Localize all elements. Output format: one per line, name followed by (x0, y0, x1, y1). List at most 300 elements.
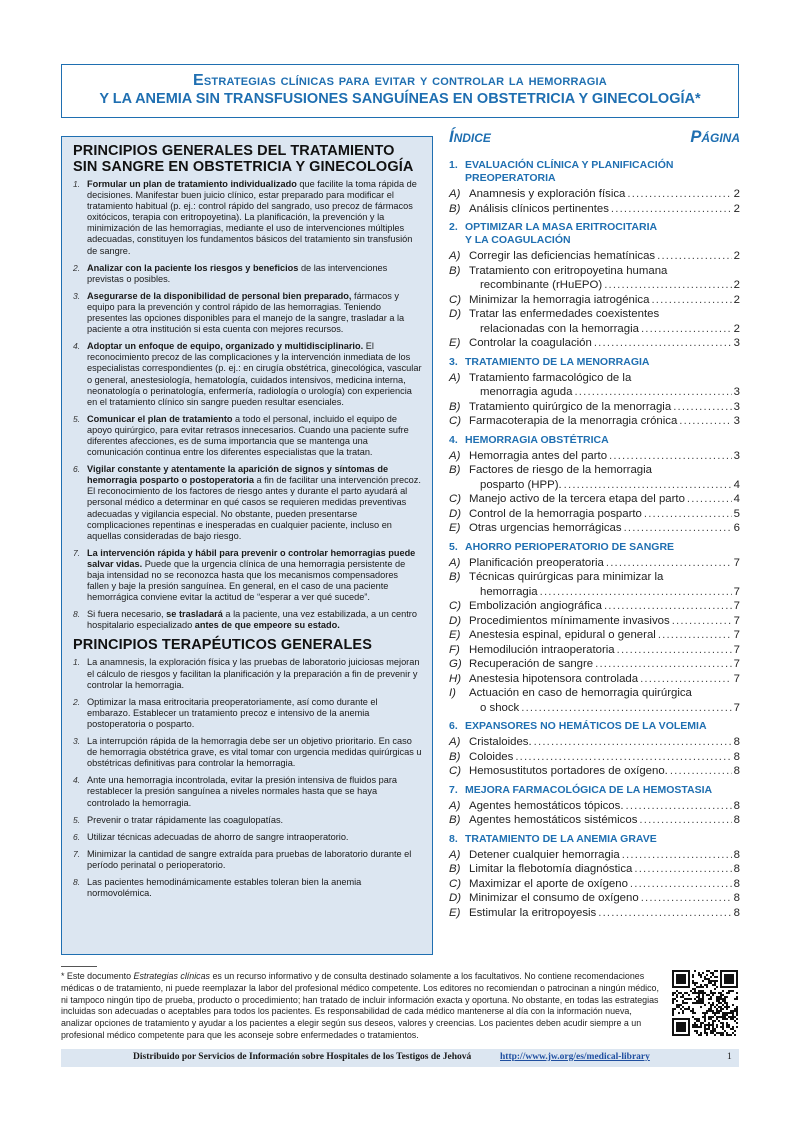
index-entry[interactable] (449, 735, 740, 750)
document-title (61, 64, 739, 118)
leader-dots (626, 799, 732, 814)
entry-letter: E) (449, 629, 461, 641)
index-entry[interactable] (449, 672, 740, 687)
title-line-1: Estrategias clínicas para evitar y controlar la hemorragia (193, 72, 607, 89)
entry-text-line: Factores de riesgo de la hemorragia (469, 464, 652, 476)
entry-text: Hemodilución intraoperatoria (469, 643, 615, 656)
entry-row (469, 750, 740, 765)
entry-row (469, 862, 740, 877)
entry-page: 6 (733, 522, 740, 534)
entry-page: 2 (733, 202, 740, 215)
entry-text: Recuperación de sangre (469, 658, 594, 670)
index-section (449, 784, 740, 828)
entry-page: 2 (733, 322, 740, 335)
index-entry[interactable] (449, 764, 740, 779)
entry-page: 8 (733, 892, 740, 904)
therapeutic-item (73, 775, 422, 808)
item-text: Las pacientes hemodinámicamente estables toleran bien la anemia normovolémica. (87, 876, 362, 899)
entry-letter: A) (449, 736, 461, 748)
section-number: 7. (449, 783, 458, 796)
item-bold-text: se trasladará (166, 609, 223, 620)
section-title-line: MEJORA FARMACOLÓGICA DE LA HEMOSTASIA (465, 783, 713, 796)
entry-text: Control de la hemorragia posparto (469, 507, 642, 520)
item-text: La anamnesis, la exploración física y las pruebas de laboratorio juiciosas mejoran el cálculo de riesgos y facilitan la planificación y la preparación a fin de prevenir y controlar la hemorragia. (87, 657, 420, 690)
entry-row (469, 877, 740, 892)
entry-row (469, 848, 740, 863)
footnote (61, 971, 661, 1042)
entry-text: Anestesia hipotensora controlada (469, 672, 639, 685)
entry-letter: A) (449, 371, 461, 384)
item-number: 8. (73, 609, 81, 620)
entry-text: Procedimientos mínimamente invasivos (469, 614, 670, 627)
leader-dots (687, 492, 732, 507)
leader-dots (594, 336, 732, 351)
entry-row (469, 643, 740, 658)
therapeutic-item (73, 815, 422, 826)
leader-dots (627, 187, 731, 202)
footnote-divider (61, 966, 97, 967)
footnote-body: es un recurso informativo y de consulta destinado solamente a los facultativos. No contiene recomendaciones médicas o de tratamiento, ni puede reemplazar la labor del profesional médico competente. Los editores no recomiendan o patrocinan a ningún médico, ni tampoco ningún tipo de prueba, producto o procedimiento; han tratado de incluir información exacta y oportuna. No obstante, en todas las estrategias incluidas son adecuadas o aceptables para todos los pacientes. Es responsabilidad de cada médico mantenerse al día con la información nueva, analizar opciones de tratamiento y ayudar a los pacientes a elegir según sus deseos, valores y creencias. Los pacientes deben acudir siempre a un profesional médico competente para que les aconseje sobre enfermedades o tratamientos. (61, 971, 659, 1040)
item-text: de las intervenciones previstas o posibles. (87, 262, 388, 284)
principle-item (73, 464, 422, 542)
entry-page: 2 (733, 279, 740, 291)
entry-letter: A) (449, 250, 461, 262)
principles-list (73, 179, 422, 631)
entry-text: relacionadas con la hemorragia (480, 322, 639, 335)
leader-dots (651, 293, 731, 308)
leader-dots (673, 400, 731, 415)
entry-letter: D) (449, 507, 462, 520)
item-text: Utilizar técnicas adecuadas de ahorro de sangre intraoperatorio. (87, 831, 349, 842)
entry-letter: G) (449, 658, 462, 670)
entry-letter: D) (449, 892, 462, 904)
index-entry[interactable] (449, 249, 740, 264)
title-line-2: Y LA ANEMIA SIN TRANSFUSIONES SANGUÍNEAS EN OBSTETRICIA Y GINECOLOGÍA* (99, 91, 701, 107)
leader-dots (574, 385, 731, 400)
entry-text: Manejo activo de la tercera etapa del parto (469, 493, 685, 505)
entry-page: 8 (733, 799, 740, 812)
entry-text-line: Técnicas quirúrgicas para minimizar la (469, 571, 664, 583)
leader-dots (515, 750, 731, 765)
item-bold-text: Vigilar constante y atentamente la aparición de signos y síntomas de hemorragia posparto o postoperatoria (87, 464, 389, 486)
entry-text: Detener cualquier hemorragia (469, 848, 620, 861)
leader-dots (622, 848, 732, 863)
leader-dots (534, 735, 732, 750)
leader-dots (670, 764, 732, 779)
entry-row (469, 799, 740, 814)
entry-text: Análisis clínicos pertinentes (469, 202, 609, 215)
section-items (449, 799, 740, 828)
section-title-text (465, 541, 674, 554)
index-entry[interactable] (449, 906, 740, 921)
index-entry[interactable] (449, 414, 740, 429)
entry-page: 4 (733, 493, 740, 505)
index-entry[interactable] (449, 877, 740, 892)
item-text: Prevenir o tratar rápidamente las coagulopatías. (87, 814, 284, 825)
index-entry[interactable] (449, 556, 740, 571)
index-entry[interactable] (449, 336, 740, 351)
section-items (449, 371, 740, 429)
leader-dots (598, 906, 731, 921)
item-number: 7. (73, 848, 81, 859)
entry-page: 3 (733, 337, 740, 349)
item-bold-text: Analizar con la paciente los riesgos y beneficios (87, 262, 299, 273)
entry-page: 7 (733, 643, 740, 656)
entry-letter: A) (449, 556, 461, 569)
leader-dots (604, 278, 731, 293)
entry-letter: E) (449, 522, 461, 534)
entry-text: Farmacoterapia de la menorragia crónica (469, 415, 678, 427)
entry-text: Estimular la eritropoyesis (469, 906, 597, 919)
item-text: Ante una hemorragia incontrolada, evitar la presión intensiva de fluidos para restablecer la presión sanguínea a niveles normales hasta que se haya controlado la hemorragia. (87, 775, 398, 808)
item-bold-text: La intervención rápida y hábil para prevenir o controlar hemorragias puede salvar vidas. (87, 547, 416, 569)
index-section (449, 221, 740, 351)
index-entry[interactable] (449, 643, 740, 658)
entry-letter: I) (449, 687, 456, 699)
entry-page: 7 (733, 701, 740, 714)
section-title (449, 434, 740, 447)
entry-letter: F) (449, 643, 460, 656)
therapeutic-item (73, 832, 422, 843)
item-number: 6. (73, 831, 81, 842)
leader-dots (641, 322, 732, 337)
entry-page: 2 (733, 293, 740, 306)
therapeutic-list (73, 657, 422, 899)
entry-page: 8 (733, 848, 740, 861)
entry-text: Agentes hemostáticos tópicos. (469, 799, 624, 812)
entry-text: posparto (HPP). (480, 478, 562, 491)
item-text: que facilite la toma rápida de decisiones. Manifestar buen juicio clínico, estar preparado para modificar el tratamiento habitual (p. ej.: control rápido del sangrado, uso precoz de fármacos oxitócicos, terapia con eritropoyetina). La planificación, la prevención y la minimización de las hemorragias, mediante el uso de intervenciones múltiples adecuadas, constituyen los fundamentos básicos del tratamiento sin transfusión de sangre. (87, 179, 417, 256)
item-number: 5. (73, 413, 81, 424)
entry-text: Controlar la coagulación (469, 337, 592, 349)
entry-row (469, 322, 740, 337)
leader-dots (521, 701, 731, 716)
section-title-text (465, 221, 657, 247)
entry-text-line: Tratar las enfermedades coexistentes (469, 308, 660, 320)
therapeutic-heading: PRINCIPIOS TERAPÉUTICOS GENERALES (73, 637, 372, 654)
section-title-text (465, 434, 609, 447)
entry-text: Coloides (469, 750, 514, 763)
leader-dots (624, 521, 732, 536)
leader-dots (644, 507, 732, 522)
section-number: 8. (449, 832, 458, 845)
entry-row (469, 449, 740, 464)
entry-page: 8 (733, 863, 740, 875)
leader-dots (634, 862, 731, 877)
section-title (449, 356, 740, 369)
index-entry[interactable] (449, 813, 740, 828)
entry-page: 5 (733, 507, 740, 520)
entry-letter: A) (449, 799, 461, 812)
entry-text: Corregir las deficiencias hematínicas (469, 250, 656, 262)
therapeutic-item (73, 657, 422, 690)
entry-row (469, 336, 740, 351)
entry-text: Anestesia espinal, epidural o general (469, 629, 656, 641)
entry-page: 3 (733, 415, 740, 427)
entry-letter: C) (449, 600, 462, 612)
leader-dots (617, 643, 732, 658)
entry-page: 8 (733, 814, 740, 826)
principle-item (73, 179, 422, 257)
entry-row (469, 764, 740, 779)
entry-letter: E) (449, 337, 461, 349)
item-number: 2. (73, 696, 81, 707)
leader-dots (609, 449, 732, 464)
item-number: 2. (73, 262, 81, 273)
section-title-line: EVALUACIÓN CLÍNICA Y PLANIFICACIÓN (465, 159, 674, 171)
principles-panel (61, 136, 433, 955)
entry-letter: B) (449, 264, 461, 277)
leader-dots (604, 599, 732, 614)
index-section (449, 541, 740, 716)
leader-dots (540, 585, 732, 600)
entry-page: 2 (733, 250, 740, 262)
distribution-text: Distribuido por Servicios de Información sobre Hospitales de los Testigos de Jehová (133, 1052, 472, 1062)
entry-row (469, 585, 740, 600)
therapeutic-item (73, 736, 422, 769)
item-text: a fin de facilitar una intervención precoz. El reconocimiento de los factores de riesgo antes y durante el parto ayudará al personal médico a determinar en qué casos se requieren medidas preventivas adecuadas y vigilancia especial. No obstante, pueden presentarse complicaciones repentinas e inesperadas en cualquier paciente, incluso en aquellas consideradas de bajo riesgo. (87, 475, 421, 541)
principle-item (73, 414, 422, 458)
entry-row (469, 492, 740, 507)
index-sections (449, 159, 740, 920)
section-title (449, 159, 740, 185)
item-number: 3. (73, 736, 81, 747)
entry-row (469, 521, 740, 536)
section-title (449, 784, 740, 797)
item-number: 3. (73, 290, 81, 301)
leader-dots (595, 657, 732, 672)
page-number: 1 (727, 1052, 732, 1062)
index-entry[interactable] (449, 264, 740, 293)
entry-page: 7 (733, 672, 740, 685)
section-items (449, 449, 740, 536)
page-heading: Página (690, 128, 740, 146)
entry-text: Tratamiento quirúrgico de la menorragia (469, 400, 672, 413)
leader-dots (657, 249, 732, 264)
entry-row (469, 414, 740, 429)
entry-letter: C) (449, 877, 462, 890)
item-bold-text: antes de que empeore su estado. (194, 620, 340, 631)
index-entry[interactable] (449, 463, 740, 492)
medical-library-link[interactable]: http://www.jw.org/es/medical-library (500, 1052, 650, 1062)
index-section (449, 159, 740, 216)
index-entry[interactable] (449, 614, 740, 629)
section-title-line: AHORRO PERIOPERATORIO DE SANGRE (465, 540, 675, 553)
entry-text: Hemorragia antes del parto (469, 449, 608, 462)
entry-letter: D) (449, 308, 462, 320)
section-title (449, 720, 740, 733)
section-items (449, 556, 740, 716)
item-number: 6. (73, 464, 81, 475)
item-bold-text: Asegurarse de la disponibilidad de personal bien preparado, (87, 290, 352, 301)
item-text: fármacos y equipo para la prevención y control rápido de las hemorragias. Teniendo presentes las opciones disponibles para el manejo de la sangre, trasladar a la paciente a otra institución si esta cuenta con mejores recursos. (87, 290, 405, 335)
entry-text: Embolización angiográfica (469, 600, 602, 612)
principle-item (73, 548, 422, 603)
index-entry[interactable] (449, 862, 740, 877)
entry-text-line: Tratamiento farmacológico de la (469, 371, 632, 384)
section-title-line: HEMORRAGIA OBSTÉTRICA (465, 433, 609, 446)
entry-row (469, 672, 740, 687)
entry-letter: B) (449, 750, 461, 763)
index-section (449, 434, 740, 536)
entry-page: 2 (733, 188, 740, 200)
section-title-line: TRATAMIENTO DE LA MENORRAGIA (465, 355, 650, 368)
entry-letter: B) (449, 400, 461, 413)
entry-row (469, 187, 740, 202)
entry-row (469, 614, 740, 629)
entry-row (469, 293, 740, 308)
therapeutic-item (73, 849, 422, 871)
entry-letter: B) (449, 863, 461, 875)
principle-item (73, 609, 422, 631)
index-header (449, 128, 740, 154)
item-number: 5. (73, 814, 81, 825)
entry-page: 7 (733, 556, 740, 569)
section-title-text (465, 159, 673, 185)
index-entry[interactable] (449, 492, 740, 507)
item-text: a la paciente, una vez estabilizada, a un centro hospitalario especializado (87, 609, 417, 631)
distribution-bar (61, 1049, 739, 1067)
index-entry[interactable] (449, 628, 740, 643)
entry-letter: H) (449, 672, 462, 685)
entry-text: hemorragia (480, 585, 538, 598)
index-entry[interactable] (449, 891, 740, 906)
section-title (449, 833, 740, 846)
entry-row (469, 400, 740, 415)
section-title-text (465, 356, 650, 369)
entry-row (469, 657, 740, 672)
entry-text-line: Tratamiento con eritropoyetina humana (469, 264, 668, 277)
index-entry[interactable] (449, 799, 740, 814)
item-text: Minimizar la cantidad de sangre extraída para pruebas de laboratorio durante el período perinatal o perioperatorio. (87, 848, 412, 870)
index-entry[interactable] (449, 400, 740, 415)
entry-letter: B) (449, 571, 461, 583)
section-items (449, 249, 740, 351)
entry-page: 3 (733, 386, 740, 398)
entry-row (469, 385, 740, 400)
entry-text: Cristaloides. (469, 736, 532, 748)
entry-row (469, 628, 740, 643)
footnote-pre: Este documento (66, 971, 134, 981)
item-text: Optimizar la masa eritrocitaria preoperatoriamente, así como durante el embarazo. Establecer un tratamiento precoz e intensivo de la anemia postoperatoria o posparto. (87, 696, 378, 729)
qr-code-icon[interactable] (672, 970, 738, 1036)
section-title-line: TRATAMIENTO DE LA ANEMIA GRAVE (465, 832, 657, 845)
entry-text: Otras urgencias hemorrágicas (469, 522, 622, 534)
entry-text: Minimizar el consumo de oxígeno (469, 892, 639, 904)
item-bold-text: Adoptar un enfoque de equipo, organizado y multidisciplinario. (87, 341, 364, 352)
index-entry[interactable] (449, 521, 740, 536)
item-bold-text: Comunicar el plan de tratamiento (87, 413, 233, 424)
leader-dots (639, 813, 731, 828)
table-of-contents (449, 128, 740, 920)
index-entry[interactable] (449, 657, 740, 672)
index-entry[interactable] (449, 686, 740, 715)
leader-dots (679, 414, 731, 429)
entry-letter: B) (449, 814, 461, 826)
entry-page: 8 (733, 750, 740, 763)
entry-row (469, 813, 740, 828)
entry-row (469, 891, 740, 906)
index-entry[interactable] (449, 293, 740, 308)
item-text: El reconocimiento precoz de las complicaciones y la intervención inmediata de los especialistas correspondientes (p. ej.: en cirugía obstétrica, ginecológica, vascular o general, anestesiología, hematología, cuidados intensivos, medicina interna, neonatología o perinatología, enfermería, radiología o urología) con experiencia en el tratamiento clínico sin sangre pueden resultar esenciales. (87, 341, 422, 407)
entry-letter: A) (449, 848, 461, 861)
entry-row (469, 278, 740, 293)
entry-letter: C) (449, 493, 462, 505)
index-entry[interactable] (449, 599, 740, 614)
item-text: Si fuera necesario, (87, 609, 167, 620)
principle-item (73, 341, 422, 408)
index-section (449, 356, 740, 429)
index-entry[interactable] (449, 570, 740, 599)
entry-row (469, 556, 740, 571)
item-number: 1. (73, 657, 81, 668)
entry-row (469, 249, 740, 264)
leader-dots (564, 478, 732, 493)
item-bold-text: Formular un plan de tratamiento individualizado (87, 179, 297, 189)
entry-text: Planificación preoperatoria (469, 556, 604, 569)
item-number: 7. (73, 547, 81, 558)
entry-text: o shock (480, 701, 520, 714)
entry-page: 7 (733, 600, 740, 612)
leader-dots (658, 628, 732, 643)
index-entry[interactable] (449, 371, 740, 400)
section-title-line: OPTIMIZAR LA MASA ERITROCITARIA (465, 221, 658, 233)
entry-text: Agentes hemostáticos sistémicos (469, 814, 638, 826)
section-items (449, 187, 740, 216)
entry-text: Anamnesis y exploración física (469, 188, 626, 200)
index-entry[interactable] (449, 307, 740, 336)
leader-dots (641, 891, 732, 906)
entry-text: menorragia aguda (480, 386, 573, 398)
entry-text-line: Actuación en caso de hemorragia quirúrgica (469, 687, 692, 699)
item-number: 8. (73, 876, 81, 887)
index-entry[interactable] (449, 187, 740, 202)
index-entry[interactable] (449, 750, 740, 765)
index-entry[interactable] (449, 848, 740, 863)
section-title (449, 541, 740, 554)
index-entry[interactable] (449, 202, 740, 217)
item-number: 1. (73, 179, 81, 189)
section-items (449, 848, 740, 921)
entry-text: Hemosustitutos portadores de oxígeno. (469, 765, 668, 777)
principles-heading: PRINCIPIOS GENERALES DEL TRATAMIENTO SIN SANGRE EN OBSTETRICIA Y GINECOLOGÍA (73, 143, 414, 175)
principle-item (73, 263, 422, 285)
entry-letter: A) (449, 188, 461, 200)
section-title-line: Y LA COAGULACIÓN (465, 234, 571, 246)
item-text: La interrupción rápida de la hemorragia debe ser un objetivo prioritario. En caso de hemorragia obstétrica grave, es vital tomar con urgencia medidas quirúrgicas u obstétricas definitivas para controlar la hemorragia. (87, 736, 422, 769)
leader-dots (640, 672, 732, 687)
section-title-text (465, 784, 712, 797)
entry-page: 7 (733, 658, 740, 670)
entry-letter: A) (449, 449, 461, 462)
item-text: Puede que la urgencia clínica de una hemorragia persistente de baja intensidad no se reconozca hasta que los mecanismos compensadores fallen y baje la presión sanguínea. En general, en el caso de una paciente hemorrágica conviene evitar la actitud de “esperar a ver qué sucede”. (87, 558, 406, 603)
section-title-text (465, 720, 707, 733)
index-entry[interactable] (449, 449, 740, 464)
section-title-text (465, 833, 657, 846)
entry-page: 8 (733, 765, 740, 777)
entry-page: 7 (733, 585, 740, 598)
entry-row (469, 701, 740, 716)
entry-page: 7 (733, 629, 740, 641)
entry-letter: B) (449, 202, 461, 215)
leader-dots (611, 202, 732, 217)
entry-row (469, 906, 740, 921)
principle-item (73, 291, 422, 335)
entry-page: 4 (733, 478, 740, 491)
entry-letter: D) (449, 614, 462, 627)
section-title (449, 221, 740, 247)
index-entry[interactable] (449, 507, 740, 522)
